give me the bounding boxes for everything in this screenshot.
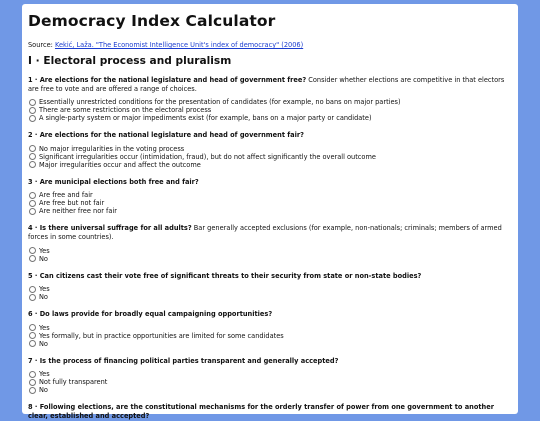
- answer-option-label: Yes: [39, 370, 50, 379]
- page-title: Democracy Index Calculator: [28, 12, 276, 30]
- answer-option[interactable]: [28, 386, 512, 394]
- question-block: [28, 310, 512, 348]
- question-heading: [28, 403, 494, 420]
- answer-option[interactable]: [28, 247, 512, 255]
- radio-button[interactable]: [29, 99, 36, 106]
- answer-option-label: No: [39, 339, 48, 348]
- answer-option[interactable]: [28, 106, 512, 114]
- question-block: [28, 178, 512, 216]
- answer-option-label: No: [39, 293, 48, 302]
- radio-button[interactable]: [29, 332, 36, 339]
- answer-option[interactable]: [28, 340, 512, 348]
- question-text: [28, 178, 512, 187]
- question-number: 5 ·: [28, 271, 40, 280]
- question-title: Following elections, are the constitutional mechanisms for the orderly transfer of power from one government to another clear, established and accepted?: [28, 403, 494, 420]
- radio-button[interactable]: [29, 153, 36, 160]
- question-title: Can citizens cast their vote free of significant threats to their security from state or non-state bodies?: [39, 271, 422, 280]
- question-text: [28, 310, 512, 319]
- answer-option-label: Essentially unrestricted conditions for the presentation of candidates (for example, no bans on major parties): [39, 98, 401, 107]
- answer-option[interactable]: [28, 324, 512, 332]
- answer-option[interactable]: [28, 207, 512, 215]
- answer-option-label: Are neither free nor fair: [39, 207, 117, 216]
- radio-button[interactable]: [29, 145, 36, 152]
- radio-button[interactable]: [29, 161, 36, 168]
- question-block: [28, 403, 512, 420]
- radio-button[interactable]: [29, 208, 36, 215]
- radio-button[interactable]: [29, 324, 36, 331]
- answer-option[interactable]: [28, 370, 512, 378]
- answer-option[interactable]: [28, 145, 512, 153]
- question-number: 3 ·: [28, 177, 40, 186]
- answer-option-label: Yes: [39, 246, 50, 255]
- answer-option-label: Are free and fair: [39, 191, 93, 200]
- question-heading: [28, 310, 272, 318]
- question-text: [28, 224, 512, 241]
- answer-option-label: Yes formally, but in practice opportunities are limited for some candidates: [39, 331, 284, 340]
- answer-option[interactable]: [28, 332, 512, 340]
- answer-option-label: No: [39, 254, 48, 263]
- radio-button[interactable]: [29, 294, 36, 301]
- answer-option-label: A single-party system or major impediments exist (for example, bans on a major party or candidate): [39, 114, 372, 123]
- question-detail: Consider whether elections are competitive in that electors are free to vote and are offered a range of choices.: [28, 76, 505, 93]
- answer-option[interactable]: [28, 378, 512, 386]
- source-link[interactable]: Kekić, Laža. "The Economist Intelligence Unit's index of democracy" (2006): [54, 41, 304, 49]
- question-text: [28, 131, 512, 140]
- question-block: [28, 357, 512, 395]
- answer-option-label: Not fully transparent: [39, 378, 108, 387]
- question-block: [28, 76, 512, 122]
- question-block: [28, 224, 512, 262]
- answer-option-label: No: [39, 386, 48, 395]
- question-number: 1 ·: [28, 76, 40, 84]
- question-title: Are elections for the national legislature and head of government free?: [39, 76, 307, 84]
- question-text: [28, 272, 512, 281]
- question-heading: [28, 131, 304, 139]
- question-title: Is there universal suffrage for all adults?: [39, 224, 192, 233]
- question-number: 6 ·: [28, 310, 40, 319]
- radio-button[interactable]: [29, 200, 36, 207]
- radio-button[interactable]: [29, 387, 36, 394]
- question-block: [28, 272, 512, 302]
- question-heading: [28, 178, 199, 186]
- question-title: Do laws provide for broadly equal campaigning opportunities?: [39, 310, 273, 319]
- answer-option[interactable]: [28, 255, 512, 263]
- question-text: [28, 357, 512, 366]
- answer-option[interactable]: [28, 199, 512, 207]
- question-title: Are municipal elections both free and fair?: [39, 177, 199, 186]
- answer-option-label: Yes: [39, 285, 50, 294]
- question-list: [28, 76, 512, 421]
- question-block: [28, 131, 512, 169]
- answer-option[interactable]: [28, 98, 512, 106]
- question-title: Is the process of financing political parties transparent and generally accepted?: [39, 356, 339, 365]
- answer-option-label: Are free but not fair: [39, 199, 105, 208]
- source-line: [28, 41, 512, 49]
- answer-option-label: Significant irregularities occur (intimidation, fraud), but do not affect significantly the overall outcome: [39, 152, 376, 161]
- radio-button[interactable]: [29, 379, 36, 386]
- radio-button[interactable]: [29, 371, 36, 378]
- question-title: Are elections for the national legislature and head of government fair?: [39, 131, 304, 140]
- answer-option[interactable]: [28, 153, 512, 161]
- answer-option[interactable]: [28, 191, 512, 199]
- radio-button[interactable]: [29, 340, 36, 347]
- question-heading: [28, 272, 421, 280]
- question-detail: Bar generally accepted exclusions (for example, non-nationals; criminals; members of armed forces in some countries).: [28, 224, 502, 241]
- radio-button[interactable]: [29, 286, 36, 293]
- question-number: 8 ·: [28, 403, 40, 412]
- page-content: [22, 4, 518, 421]
- question-text: [28, 76, 512, 93]
- radio-button[interactable]: [29, 247, 36, 254]
- question-number: 4 ·: [28, 224, 40, 233]
- answer-option[interactable]: [28, 293, 512, 301]
- radio-button[interactable]: [29, 255, 36, 262]
- answer-option[interactable]: [28, 285, 512, 293]
- answer-option[interactable]: [28, 161, 512, 169]
- question-heading: [28, 224, 192, 232]
- radio-button[interactable]: [29, 107, 36, 114]
- question-heading: [28, 76, 306, 84]
- radio-button[interactable]: [29, 115, 36, 122]
- page-card: [22, 4, 518, 420]
- answer-option-label: Yes: [39, 323, 50, 332]
- section-title: I · Electoral process and pluralism: [28, 55, 232, 67]
- question-number: 2 ·: [28, 131, 40, 140]
- question-text: [28, 403, 512, 420]
- answer-option-label: No major irregularities in the voting process: [39, 144, 185, 153]
- answer-option[interactable]: [28, 114, 512, 122]
- question-heading: [28, 357, 338, 365]
- radio-button[interactable]: [29, 192, 36, 199]
- source-prefix: Source:: [28, 41, 55, 49]
- answer-option-label: Major irregularities occur and affect the outcome: [39, 160, 201, 169]
- question-number: 7 ·: [28, 356, 40, 365]
- answer-option-label: There are some restrictions on the electoral process: [39, 106, 212, 115]
